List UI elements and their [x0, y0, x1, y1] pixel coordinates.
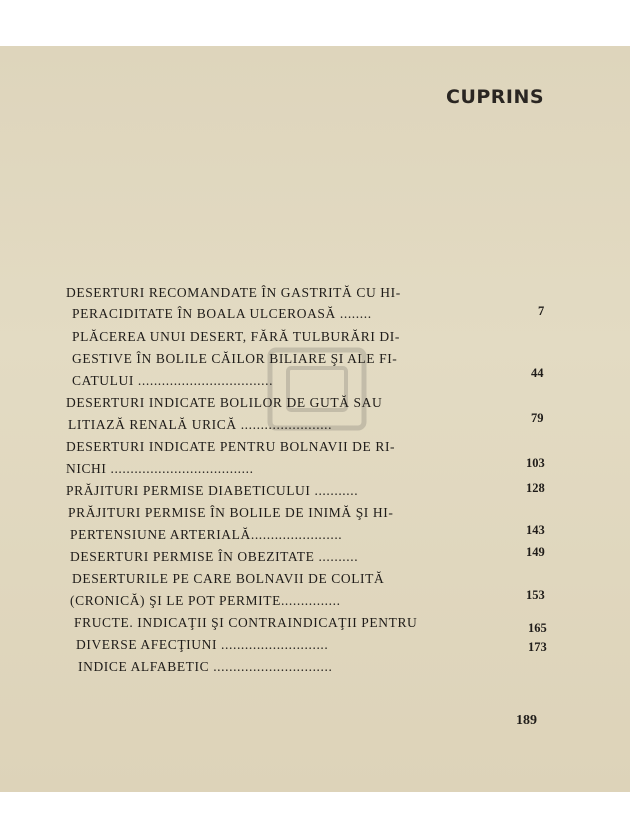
toc-entry-line: LITIAZĂ RENALĂ URICĂ .......................	[68, 417, 333, 432]
toc-page-number: 128	[526, 481, 545, 495]
toc-entry-line: PRĂJITURI PERMISE DIABETICULUI ...........	[66, 483, 359, 498]
toc-entry-line: FRUCTE. INDICAŢII ŞI CONTRAINDICAŢII PENTRU	[74, 615, 418, 630]
toc-entry-line: PLĂCEREA UNUI DESERT, FĂRĂ TULBURĂRI DI-	[72, 329, 400, 344]
toc-entry-line: DESERTURI INDICATE BOLILOR DE GUTĂ SAU	[66, 395, 383, 410]
toc-page-number: 79	[531, 411, 544, 425]
toc-entry-line: DESERTURI RECOMANDATE ÎN GASTRITĂ CU HI-	[66, 285, 401, 300]
toc-page-number: 165	[528, 621, 547, 635]
toc-entry-line: DIVERSE AFECŢIUNI ...........................	[76, 637, 329, 652]
toc-entry-line: DESERTURILE PE CARE BOLNAVII DE COLITĂ	[72, 571, 385, 586]
toc-page-number: 173	[528, 640, 547, 654]
page-number: 189	[516, 713, 537, 728]
toc-entry-line: CATULUI ..................................	[72, 373, 274, 388]
toc-page-number: 143	[526, 523, 545, 537]
table-of-contents	[0, 46, 630, 792]
page-title: CUPRINS	[446, 86, 545, 108]
toc-entry-line: PERACIDITATE ÎN BOALA ULCEROASĂ ........	[72, 306, 372, 321]
toc-entry-line: GESTIVE ÎN BOLILE CĂILOR BILIARE ŞI ALE FI-	[72, 351, 398, 366]
toc-entry-line: DESERTURI INDICATE PENTRU BOLNAVII DE RI-	[66, 439, 396, 454]
toc-entry-line: INDICE ALFABETIC ..............................	[78, 659, 333, 674]
toc-entry-line: NICHI ....................................	[66, 461, 254, 476]
toc-page-number: 153	[526, 588, 545, 602]
toc-entry-line: DESERTURI PERMISE ÎN OBEZITATE ..........	[70, 549, 359, 564]
toc-entry-line: PERTENSIUNE ARTERIALĂ.......................	[70, 527, 343, 542]
toc-page-number: 44	[531, 366, 544, 380]
toc-entry-line: (CRONICĂ) ŞI LE POT PERMITE...............	[70, 593, 341, 608]
toc-entry-line: PRĂJITURI PERMISE ÎN BOLILE DE INIMĂ ŞI HI-	[68, 505, 394, 520]
toc-page-number: 7	[538, 304, 545, 318]
book-page	[0, 46, 630, 792]
toc-page-number: 149	[526, 545, 545, 559]
toc-page-number: 103	[526, 456, 545, 470]
